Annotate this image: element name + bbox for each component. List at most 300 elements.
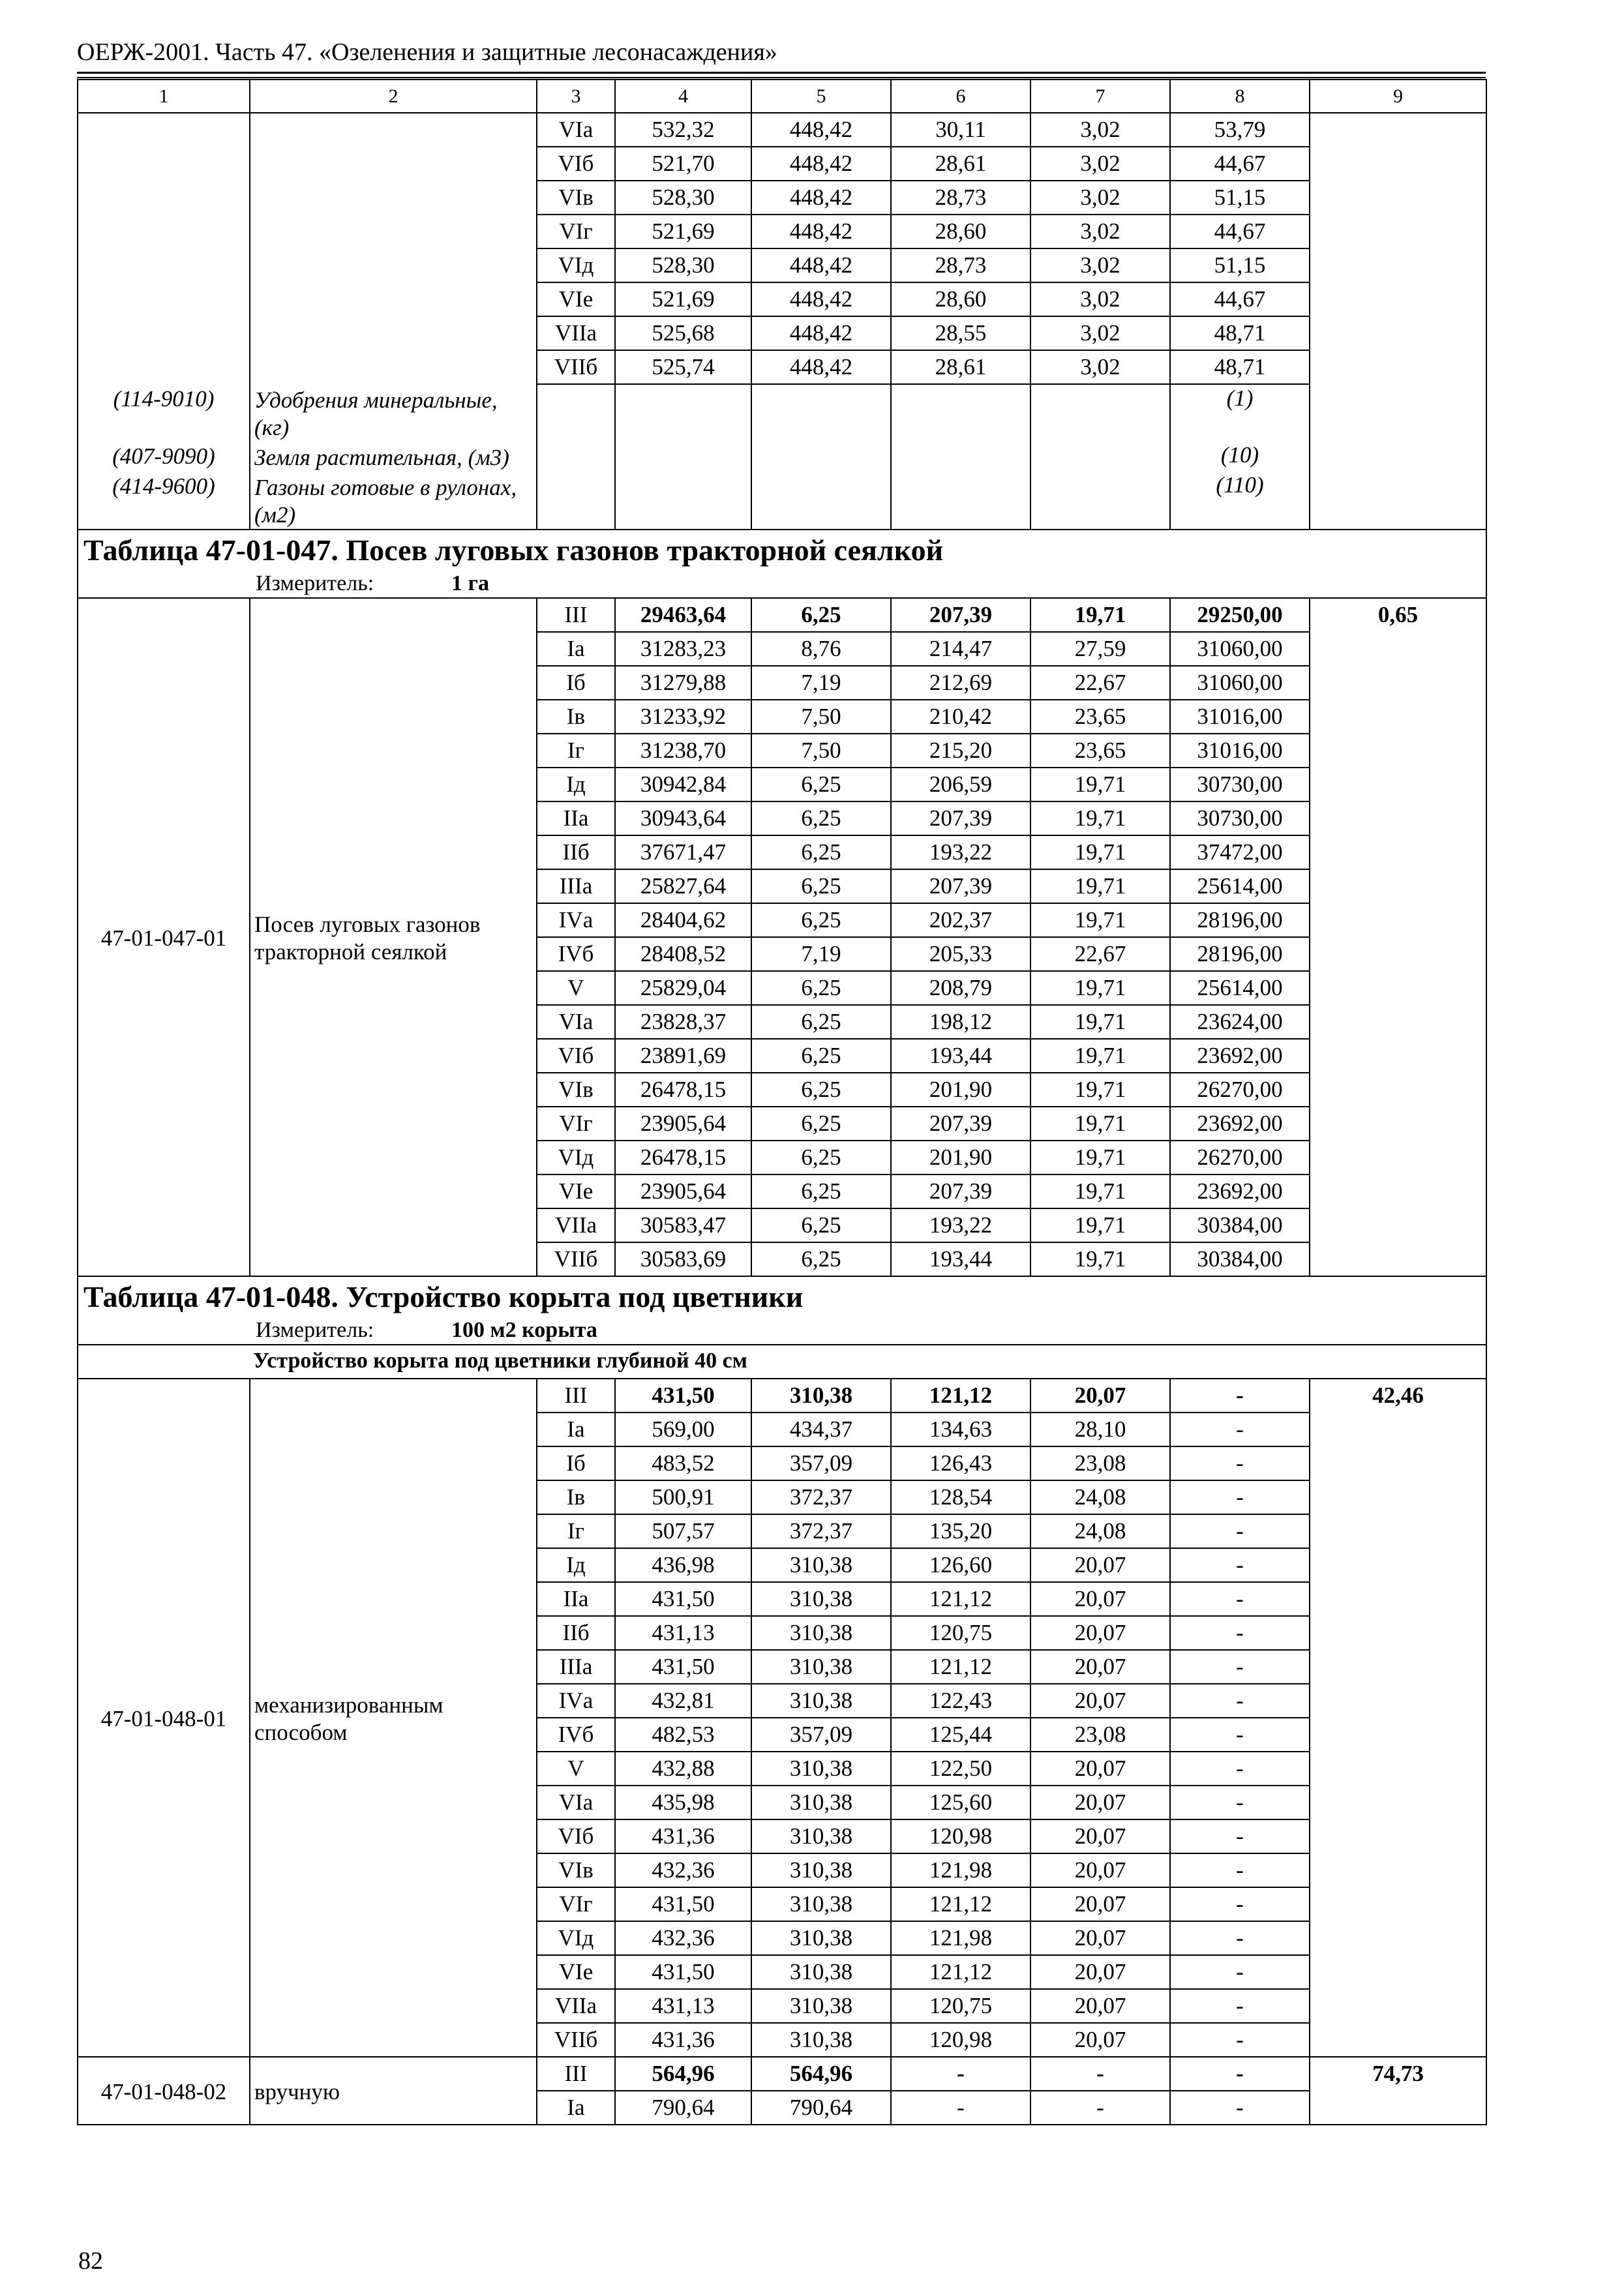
name-cell: механизированным способом xyxy=(250,1379,537,2057)
material-row xyxy=(78,441,1486,471)
machine-cost-cell: 126,43 xyxy=(891,1446,1030,1480)
machinist-wages-cell: 19,71 xyxy=(1030,869,1170,903)
wages-cell: 357,09 xyxy=(751,1446,891,1480)
total-cost-cell: 431,50 xyxy=(615,1887,751,1921)
machinist-wages-cell: 3,02 xyxy=(1030,248,1170,282)
materials-cost-cell: 28196,00 xyxy=(1170,937,1310,971)
column-number: 5 xyxy=(751,80,891,113)
zone-cell: IVб xyxy=(537,937,615,971)
machine-cost-cell: 193,44 xyxy=(891,1242,1030,1276)
machine-cost-cell: 214,47 xyxy=(891,632,1030,666)
zone-cell: VIб xyxy=(537,1039,615,1073)
material-name: Газоны готовые в рулонах, (м2) xyxy=(250,471,537,530)
zone-cell: VIIб xyxy=(537,350,615,384)
machine-cost-cell: 121,12 xyxy=(891,1379,1030,1413)
machinist-wages-cell: 20,07 xyxy=(1030,1853,1170,1887)
empty-cell xyxy=(1030,471,1170,530)
zone-cell: VIIб xyxy=(537,2023,615,2057)
materials-cost-cell: - xyxy=(1170,1853,1310,1887)
machine-cost-cell: 121,12 xyxy=(891,1650,1030,1684)
materials-cost-cell: 31016,00 xyxy=(1170,734,1310,768)
total-cost-cell: 431,50 xyxy=(615,1379,751,1413)
machinist-wages-cell: 20,07 xyxy=(1030,1955,1170,1989)
total-cost-cell: 521,69 xyxy=(615,282,751,316)
zone-cell: Iб xyxy=(537,1446,615,1480)
wages-cell: 6,25 xyxy=(751,801,891,835)
wages-cell: 448,42 xyxy=(751,181,891,215)
total-cost-cell: 528,30 xyxy=(615,248,751,282)
wages-cell: 310,38 xyxy=(751,1616,891,1650)
materials-cost-cell: - xyxy=(1170,2023,1310,2057)
machinist-wages-cell: 20,07 xyxy=(1030,1684,1170,1718)
column-number: 4 xyxy=(615,80,751,113)
material-code: (114-9010) xyxy=(78,384,250,441)
machinist-wages-cell: 20,07 xyxy=(1030,1921,1170,1955)
materials-cost-cell: 44,67 xyxy=(1170,282,1310,316)
subtitle-row xyxy=(78,1345,1486,1379)
wages-cell: 434,37 xyxy=(751,1413,891,1446)
materials-cost-cell: 25614,00 xyxy=(1170,971,1310,1005)
zone-cell: VIб xyxy=(537,147,615,181)
machinist-wages-cell: 24,08 xyxy=(1030,1480,1170,1514)
empty-cell xyxy=(1030,384,1170,441)
total-cost-cell: 31238,70 xyxy=(615,734,751,768)
zone-cell: VIе xyxy=(537,282,615,316)
machinist-wages-cell: 20,07 xyxy=(1030,1379,1170,1413)
wages-cell: 6,25 xyxy=(751,1174,891,1208)
zone-cell: IIIа xyxy=(537,869,615,903)
name-cell xyxy=(250,113,537,384)
machine-cost-cell: 125,60 xyxy=(891,1786,1030,1819)
zone-cell: IIб xyxy=(537,1616,615,1650)
total-cost-cell: 521,69 xyxy=(615,215,751,248)
total-cost-cell: 482,53 xyxy=(615,1718,751,1752)
materials-cost-cell: - xyxy=(1170,1921,1310,1955)
total-cost-cell: 432,88 xyxy=(615,1752,751,1786)
zone-cell: V xyxy=(537,971,615,1005)
total-cost-cell: 31233,92 xyxy=(615,700,751,734)
materials-cost-cell: - xyxy=(1170,1819,1310,1853)
machine-cost-cell: 201,90 xyxy=(891,1073,1030,1107)
machinist-wages-cell: 19,71 xyxy=(1030,768,1170,801)
machinist-wages-cell: 23,08 xyxy=(1030,1446,1170,1480)
zone-cell: VIа xyxy=(537,1786,615,1819)
total-cost-cell: 483,52 xyxy=(615,1446,751,1480)
total-cost-cell: 28408,52 xyxy=(615,937,751,971)
total-cost-cell: 30583,69 xyxy=(615,1242,751,1276)
materials-cost-cell: 25614,00 xyxy=(1170,869,1310,903)
zone-cell: VIа xyxy=(537,113,615,147)
total-cost-cell: 790,64 xyxy=(615,2091,751,2125)
zone-cell: IIб xyxy=(537,835,615,869)
wages-cell: 6,25 xyxy=(751,903,891,937)
machinist-wages-cell: 19,71 xyxy=(1030,1141,1170,1174)
machine-cost-cell: 28,61 xyxy=(891,147,1030,181)
empty-cell xyxy=(615,441,751,471)
empty-cell xyxy=(615,384,751,441)
zone-cell: Iг xyxy=(537,734,615,768)
machine-cost-cell: 193,22 xyxy=(891,835,1030,869)
wages-cell: 6,25 xyxy=(751,1107,891,1141)
machinist-wages-cell: 20,07 xyxy=(1030,1887,1170,1921)
zone-cell: VIб xyxy=(537,1819,615,1853)
machine-cost-cell: 207,39 xyxy=(891,869,1030,903)
machine-cost-cell: 202,37 xyxy=(891,903,1030,937)
zone-cell: VIв xyxy=(537,1853,615,1887)
zone-cell: III xyxy=(537,1379,615,1413)
machine-cost-cell: 121,98 xyxy=(891,1853,1030,1887)
wages-cell: 448,42 xyxy=(751,147,891,181)
machinist-wages-cell: 22,67 xyxy=(1030,666,1170,700)
total-cost-cell: 525,74 xyxy=(615,350,751,384)
materials-cost-cell: 44,67 xyxy=(1170,147,1310,181)
machinist-wages-cell: 20,07 xyxy=(1030,1548,1170,1582)
header-rule-thin xyxy=(77,77,1486,78)
materials-cost-cell: 30730,00 xyxy=(1170,801,1310,835)
total-cost-cell: 431,50 xyxy=(615,1582,751,1616)
zone-cell: IIа xyxy=(537,1582,615,1616)
zone-cell: VIIа xyxy=(537,1989,615,2023)
column-number-row xyxy=(78,80,1486,113)
machinist-wages-cell: 19,71 xyxy=(1030,1073,1170,1107)
machinist-wages-cell: 22,67 xyxy=(1030,937,1170,971)
materials-cost-cell: - xyxy=(1170,1514,1310,1548)
zone-cell: Iб xyxy=(537,666,615,700)
table-row xyxy=(78,2057,1486,2091)
total-cost-cell: 432,36 xyxy=(615,1853,751,1887)
machine-cost-cell: 120,98 xyxy=(891,1819,1030,1853)
wages-cell: 310,38 xyxy=(751,1887,891,1921)
zone-cell: VIIа xyxy=(537,1208,615,1242)
machine-cost-cell: 212,69 xyxy=(891,666,1030,700)
wages-cell: 6,25 xyxy=(751,1141,891,1174)
machinist-wages-cell: 28,10 xyxy=(1030,1413,1170,1446)
machinist-wages-cell: 3,02 xyxy=(1030,215,1170,248)
measure-value: 1 га xyxy=(451,571,489,595)
materials-cost-cell: 48,71 xyxy=(1170,350,1310,384)
empty-cell xyxy=(891,471,1030,530)
zone-cell: VIе xyxy=(537,1955,615,1989)
material-code: (407-9090) xyxy=(78,441,250,471)
machine-cost-cell: 126,60 xyxy=(891,1548,1030,1582)
zone-cell: IVа xyxy=(537,903,615,937)
zone-cell: III xyxy=(537,598,615,632)
wages-cell: 790,64 xyxy=(751,2091,891,2125)
materials-cost-cell: - xyxy=(1170,1684,1310,1718)
wages-cell: 372,37 xyxy=(751,1480,891,1514)
machinist-wages-cell: 20,07 xyxy=(1030,1989,1170,2023)
materials-cost-cell: - xyxy=(1170,1548,1310,1582)
material-qty: (10) xyxy=(1170,441,1310,471)
total-cost-cell: 564,96 xyxy=(615,2057,751,2091)
column-number: 2 xyxy=(250,80,537,113)
machine-cost-cell: 121,12 xyxy=(891,1955,1030,1989)
materials-cost-cell: 26270,00 xyxy=(1170,1073,1310,1107)
wages-cell: 372,37 xyxy=(751,1514,891,1548)
column-number: 8 xyxy=(1170,80,1310,113)
column-number: 3 xyxy=(537,80,615,113)
measure-label: Измеритель: xyxy=(256,1317,374,1342)
table-row xyxy=(78,598,1486,632)
total-cost-cell: 431,50 xyxy=(615,1955,751,1989)
machinist-wages-cell: 19,71 xyxy=(1030,903,1170,937)
empty-cell xyxy=(751,384,891,441)
name-cell: вручную xyxy=(250,2057,537,2125)
total-cost-cell: 31279,88 xyxy=(615,666,751,700)
empty-cell xyxy=(537,441,615,471)
total-cost-cell: 432,81 xyxy=(615,1684,751,1718)
code-cell: 47-01-047-01 xyxy=(78,598,250,1276)
machine-cost-cell: 207,39 xyxy=(891,801,1030,835)
wages-cell: 310,38 xyxy=(751,1819,891,1853)
wages-cell: 6,25 xyxy=(751,1039,891,1073)
total-cost-cell: 431,36 xyxy=(615,2023,751,2057)
materials-cost-cell: - xyxy=(1170,1786,1310,1819)
machinist-wages-cell: 24,08 xyxy=(1030,1514,1170,1548)
machinist-wages-cell: 19,71 xyxy=(1030,1005,1170,1039)
code-cell: 47-01-048-02 xyxy=(78,2057,250,2125)
machinist-wages-cell: 19,71 xyxy=(1030,1039,1170,1073)
total-cost-cell: 436,98 xyxy=(615,1548,751,1582)
wages-cell: 7,19 xyxy=(751,666,891,700)
machinist-wages-cell: 3,02 xyxy=(1030,316,1170,350)
machine-cost-cell: 122,50 xyxy=(891,1752,1030,1786)
machine-cost-cell: 215,20 xyxy=(891,734,1030,768)
machinist-wages-cell: 23,65 xyxy=(1030,700,1170,734)
materials-cost-cell: 28196,00 xyxy=(1170,903,1310,937)
zone-cell: VIа xyxy=(537,1005,615,1039)
wages-cell: 310,38 xyxy=(751,1752,891,1786)
machine-cost-cell: 206,59 xyxy=(891,768,1030,801)
wages-cell: 448,42 xyxy=(751,215,891,248)
wages-cell: 310,38 xyxy=(751,1989,891,2023)
total-cost-cell: 431,50 xyxy=(615,1650,751,1684)
wages-cell: 310,38 xyxy=(751,1786,891,1819)
zone-cell: Iд xyxy=(537,768,615,801)
machinist-wages-cell: 19,71 xyxy=(1030,835,1170,869)
wages-cell: 448,42 xyxy=(751,113,891,147)
machine-cost-cell: 120,75 xyxy=(891,1616,1030,1650)
empty-cell xyxy=(891,441,1030,471)
wages-cell: 310,38 xyxy=(751,1379,891,1413)
wages-cell: 6,25 xyxy=(751,1208,891,1242)
machine-cost-cell: 120,75 xyxy=(891,1989,1030,2023)
measure-label: Измеритель: xyxy=(256,571,374,595)
empty-cell xyxy=(751,471,891,530)
machine-cost-cell: 28,60 xyxy=(891,282,1030,316)
total-cost-cell: 432,36 xyxy=(615,1921,751,1955)
total-cost-cell: 23905,64 xyxy=(615,1174,751,1208)
materials-cost-cell: 30730,00 xyxy=(1170,768,1310,801)
zone-cell: IVа xyxy=(537,1684,615,1718)
machinist-wages-cell: 3,02 xyxy=(1030,147,1170,181)
zone-cell: VIIа xyxy=(537,316,615,350)
machinist-wages-cell: 20,07 xyxy=(1030,1582,1170,1616)
total-cost-cell: 30943,64 xyxy=(615,801,751,835)
materials-cost-cell: - xyxy=(1170,2091,1310,2125)
machine-cost-cell: 128,54 xyxy=(891,1480,1030,1514)
material-name: Удобрения минеральные, (кг) xyxy=(250,384,537,441)
machine-cost-cell: 28,55 xyxy=(891,316,1030,350)
wages-cell: 6,25 xyxy=(751,835,891,869)
wages-cell: 6,25 xyxy=(751,1005,891,1039)
header-rule xyxy=(77,72,1486,74)
machinist-wages-cell: 3,02 xyxy=(1030,113,1170,147)
rates-table xyxy=(77,79,1487,2125)
total-cost-cell: 30942,84 xyxy=(615,768,751,801)
zone-cell: Iа xyxy=(537,632,615,666)
empty-cell xyxy=(1030,441,1170,471)
materials-cost-cell: 23624,00 xyxy=(1170,1005,1310,1039)
machinist-wages-cell: 20,07 xyxy=(1030,1786,1170,1819)
machine-cost-cell: 30,11 xyxy=(891,113,1030,147)
table-title: Таблица 47-01-048. Устройство корыта под цветники xyxy=(78,1276,1486,1317)
machine-cost-cell: 208,79 xyxy=(891,971,1030,1005)
total-cost-cell: 435,98 xyxy=(615,1786,751,1819)
machinist-wages-cell: 23,65 xyxy=(1030,734,1170,768)
zone-cell: Iа xyxy=(537,1413,615,1446)
machine-cost-cell: 121,12 xyxy=(891,1582,1030,1616)
zone-cell: III xyxy=(537,2057,615,2091)
material-qty: (110) xyxy=(1170,471,1310,530)
machine-cost-cell: 125,44 xyxy=(891,1718,1030,1752)
total-cost-cell: 26478,15 xyxy=(615,1073,751,1107)
total-cost-cell: 25829,04 xyxy=(615,971,751,1005)
zone-cell: VIе xyxy=(537,1174,615,1208)
zone-cell: IVб xyxy=(537,1718,615,1752)
machine-cost-cell: 28,60 xyxy=(891,215,1030,248)
zone-cell: VIг xyxy=(537,215,615,248)
machine-cost-cell: 28,61 xyxy=(891,350,1030,384)
materials-cost-cell: - xyxy=(1170,1752,1310,1786)
total-cost-cell: 30583,47 xyxy=(615,1208,751,1242)
empty-cell xyxy=(615,471,751,530)
zone-cell: VIг xyxy=(537,1107,615,1141)
materials-cost-cell: - xyxy=(1170,1650,1310,1684)
total-cost-cell: 525,68 xyxy=(615,316,751,350)
zone-cell: Iв xyxy=(537,700,615,734)
total-cost-cell: 569,00 xyxy=(615,1413,751,1446)
total-cost-cell: 37671,47 xyxy=(615,835,751,869)
machine-cost-cell: 28,73 xyxy=(891,181,1030,215)
machine-cost-cell: 198,12 xyxy=(891,1005,1030,1039)
total-cost-cell: 431,36 xyxy=(615,1819,751,1853)
machinist-wages-cell: 27,59 xyxy=(1030,632,1170,666)
materials-cost-cell: 53,79 xyxy=(1170,113,1310,147)
wages-cell: 6,25 xyxy=(751,971,891,1005)
machinist-wages-cell: 20,07 xyxy=(1030,2023,1170,2057)
zone-cell: VIг xyxy=(537,1887,615,1921)
materials-cost-cell: 51,15 xyxy=(1170,181,1310,215)
zone-cell: IIа xyxy=(537,801,615,835)
machinist-wages-cell: 3,02 xyxy=(1030,282,1170,316)
materials-cost-cell: - xyxy=(1170,1582,1310,1616)
empty-cell xyxy=(537,384,615,441)
material-code: (414-9600) xyxy=(78,471,250,530)
machine-cost-cell: 207,39 xyxy=(891,1174,1030,1208)
zone-cell: VIв xyxy=(537,1073,615,1107)
materials-cost-cell: - xyxy=(1170,1718,1310,1752)
page-number: 82 xyxy=(78,2247,103,2275)
materials-cost-cell: 51,15 xyxy=(1170,248,1310,282)
zone-cell: V xyxy=(537,1752,615,1786)
code-cell: 47-01-048-01 xyxy=(78,1379,250,2057)
materials-cost-cell: - xyxy=(1170,1989,1310,2023)
machinist-wages-cell: 20,07 xyxy=(1030,1650,1170,1684)
wages-cell: 357,09 xyxy=(751,1718,891,1752)
labor-cell: 74,73 xyxy=(1310,2057,1486,2125)
wages-cell: 448,42 xyxy=(751,248,891,282)
machinist-wages-cell: 20,07 xyxy=(1030,1819,1170,1853)
wages-cell: 310,38 xyxy=(751,1650,891,1684)
table-row xyxy=(78,113,1486,147)
materials-cost-cell: 30384,00 xyxy=(1170,1208,1310,1242)
machinist-wages-cell: 3,02 xyxy=(1030,181,1170,215)
machinist-wages-cell: 19,71 xyxy=(1030,1107,1170,1141)
total-cost-cell: 532,32 xyxy=(615,113,751,147)
total-cost-cell: 507,57 xyxy=(615,1514,751,1548)
materials-cost-cell: 31016,00 xyxy=(1170,700,1310,734)
machinist-wages-cell: - xyxy=(1030,2057,1170,2091)
machine-cost-cell: 207,39 xyxy=(891,1107,1030,1141)
machine-cost-cell: 28,73 xyxy=(891,248,1030,282)
machine-cost-cell: 135,20 xyxy=(891,1514,1030,1548)
machine-cost-cell: 134,63 xyxy=(891,1413,1030,1446)
machinist-wages-cell: - xyxy=(1030,2091,1170,2125)
wages-cell: 310,38 xyxy=(751,1582,891,1616)
total-cost-cell: 28404,62 xyxy=(615,903,751,937)
labor-cell xyxy=(1310,113,1486,530)
materials-cost-cell: - xyxy=(1170,1446,1310,1480)
table-body xyxy=(78,80,1486,2125)
wages-cell: 310,38 xyxy=(751,1684,891,1718)
zone-cell: VIIб xyxy=(537,1242,615,1276)
machine-cost-cell: 121,98 xyxy=(891,1921,1030,1955)
zone-cell: Iа xyxy=(537,2091,615,2125)
machinist-wages-cell: 19,71 xyxy=(1030,1242,1170,1276)
wages-cell: 6,25 xyxy=(751,1073,891,1107)
materials-cost-cell: 23692,00 xyxy=(1170,1107,1310,1141)
materials-cost-cell: - xyxy=(1170,1413,1310,1446)
materials-cost-cell: - xyxy=(1170,1887,1310,1921)
machine-cost-cell: 193,44 xyxy=(891,1039,1030,1073)
zone-cell: Iв xyxy=(537,1480,615,1514)
total-cost-cell: 23891,69 xyxy=(615,1039,751,1073)
machine-cost-cell: 120,98 xyxy=(891,2023,1030,2057)
zone-cell: VIд xyxy=(537,1921,615,1955)
page-header: ОЕРЖ-2001. Часть 47. «Озеленения и защитные лесонасаждения» xyxy=(77,38,777,66)
wages-cell: 7,19 xyxy=(751,937,891,971)
machinist-wages-cell: 3,02 xyxy=(1030,350,1170,384)
wages-cell: 448,42 xyxy=(751,282,891,316)
name-cell: Посев луговых газонов тракторной сеялкой xyxy=(250,598,537,1276)
wages-cell: 564,96 xyxy=(751,2057,891,2091)
machinist-wages-cell: 20,07 xyxy=(1030,1616,1170,1650)
materials-cost-cell: 31060,00 xyxy=(1170,666,1310,700)
wages-cell: 7,50 xyxy=(751,734,891,768)
total-cost-cell: 29463,64 xyxy=(615,598,751,632)
table-title-row xyxy=(78,530,1486,571)
materials-cost-cell: - xyxy=(1170,1379,1310,1413)
column-number: 6 xyxy=(891,80,1030,113)
materials-cost-cell: 26270,00 xyxy=(1170,1141,1310,1174)
total-cost-cell: 431,13 xyxy=(615,1989,751,2023)
materials-cost-cell: 23692,00 xyxy=(1170,1174,1310,1208)
machinist-wages-cell: 19,71 xyxy=(1030,598,1170,632)
wages-cell: 310,38 xyxy=(751,1548,891,1582)
materials-cost-cell: 29250,00 xyxy=(1170,598,1310,632)
wages-cell: 6,25 xyxy=(751,598,891,632)
